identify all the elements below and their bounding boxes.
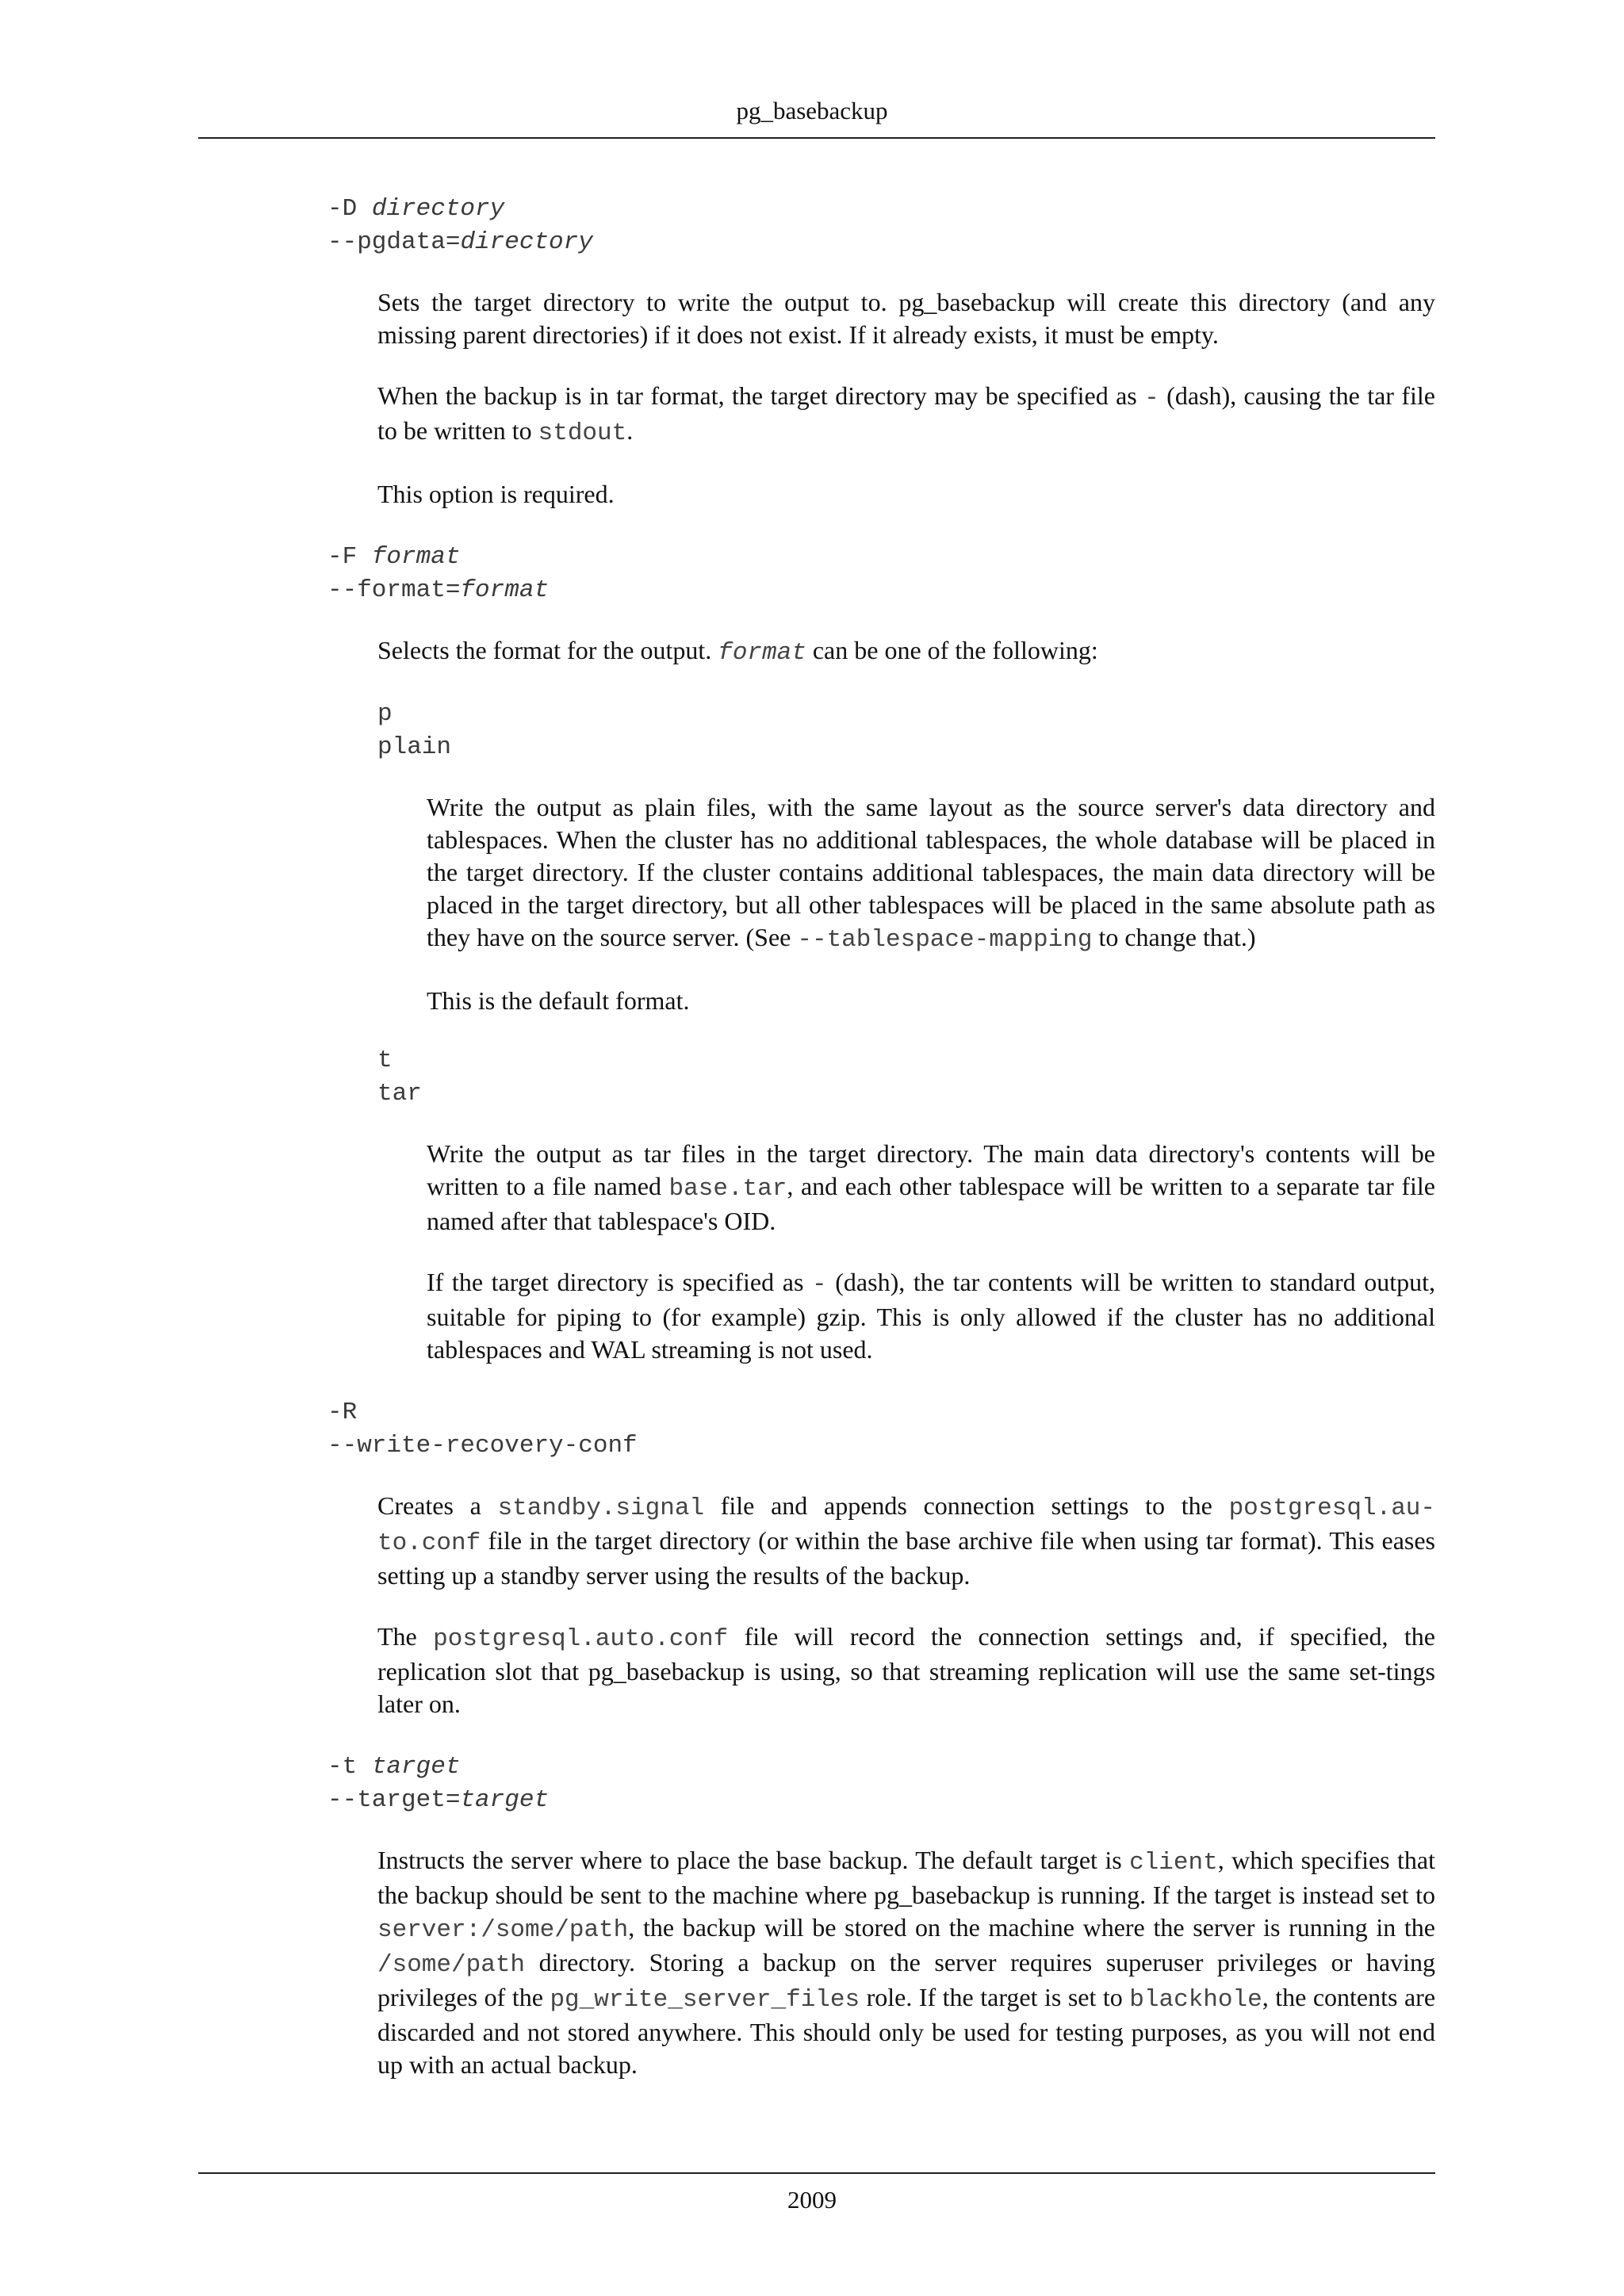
option-entry-format xyxy=(327,541,1435,1366)
paragraph: Write the output as tar files in the target directory. The main data directory's contents will be written to a file named base.tar, and each other tablespace will be written to a separate tar file named after that tablespace's OID. xyxy=(427,1139,1436,1235)
paragraph: Instructs the server where to place the base backup. The default target is client, which specifies that the backup should be sent to the machine where pg_basebackup is running. If the target is instead set to server:/some/path, the backup will be stored on the machine where the server is running in the /some/path directory. Storing a backup on the server requires superuser privileges or having privileges of the pg_write_server_files role. If the target is set to blackhole, the contents are discarded and not stored anywhere. This should only be used for testing purposes, as you will not end up with an actual backup. xyxy=(377,1846,1436,2079)
option-short: -F format xyxy=(327,543,461,571)
format-terms xyxy=(377,1044,1435,1111)
format-short: p xyxy=(377,700,393,728)
paragraph: The postgresql.auto.conf file will record the connection settings and, if specified, the replication slot that pg_basebackup is using, so that streaming replication will use the same set-tings later on. xyxy=(377,1622,1436,1718)
paragraph: Selects the format for the output. format can be one of the following: xyxy=(377,636,1098,667)
format-plain-entry xyxy=(377,698,1435,1017)
option-description xyxy=(377,1844,1435,2081)
option-long: --format=format xyxy=(327,576,550,604)
paragraph: When the backup is in tar format, the target directory may be specified as - (dash), causing the tar file to be written to stdout. xyxy=(377,381,1436,447)
footer-rule xyxy=(198,2172,1435,2174)
paragraph: Write the output as plain files, with the same layout as the source server's data directory and tablespaces. When the cluster has no additional tablespaces, the whole database will be placed in the target directory. If the cluster contains additional tablespaces, the main data directory will be placed in the target directory, but all other tablespaces will be placed in the same absolute path as they have on the source server. (See --tablespace-mapping to change that.) xyxy=(427,793,1435,954)
paragraph: This is the default format. xyxy=(427,986,690,1015)
option-entry-target xyxy=(327,1751,1435,2081)
option-short: -D directory xyxy=(327,195,505,223)
option-terms xyxy=(327,1751,1435,1817)
format-description xyxy=(427,1138,1435,1366)
format-tar-entry xyxy=(377,1044,1435,1366)
option-description xyxy=(377,634,1435,1366)
header-rule xyxy=(198,137,1435,139)
option-long: --write-recovery-conf xyxy=(327,1432,638,1460)
option-long: --pgdata=directory xyxy=(327,228,593,256)
paragraph: Creates a standby.signal file and appends connection settings to the postgresql.au-to.conf file in the target directory (or within the base archive file when using tar format). This eases setting up a standby server using the results of the backup. xyxy=(377,1491,1436,1590)
format-short: t xyxy=(377,1047,393,1074)
option-entry-pgdata xyxy=(327,193,1435,511)
format-terms xyxy=(377,698,1435,764)
format-description xyxy=(427,791,1435,1017)
option-short: -t target xyxy=(327,1753,461,1781)
option-short: -R xyxy=(327,1399,358,1426)
option-terms xyxy=(327,193,1435,259)
paragraph: If the target directory is specified as - (dash), the tar contents will be written to standard output, suitable for piping to (for example) gzip. This is only allowed if the cluster has no additional tablespaces and WAL streaming is not used. xyxy=(427,1268,1436,1364)
document-body xyxy=(327,193,1435,2081)
paragraph: Sets the target directory to write the output to. pg_basebackup will create this directory (and any missing parent directories) if it does not exist. If it already exists, it must be empty. xyxy=(377,288,1435,349)
option-long: --target=target xyxy=(327,1786,550,1814)
option-terms xyxy=(327,541,1435,607)
option-description xyxy=(377,286,1435,511)
format-long: tar xyxy=(377,1080,422,1108)
option-description xyxy=(377,1490,1435,1720)
option-terms xyxy=(327,1396,1435,1463)
paragraph: This option is required. xyxy=(377,480,615,508)
option-entry-write-recovery-conf xyxy=(327,1396,1435,1720)
page-header-title: pg_basebackup xyxy=(736,97,888,124)
page-number: 2009 xyxy=(787,2186,837,2214)
format-long: plain xyxy=(377,733,452,761)
